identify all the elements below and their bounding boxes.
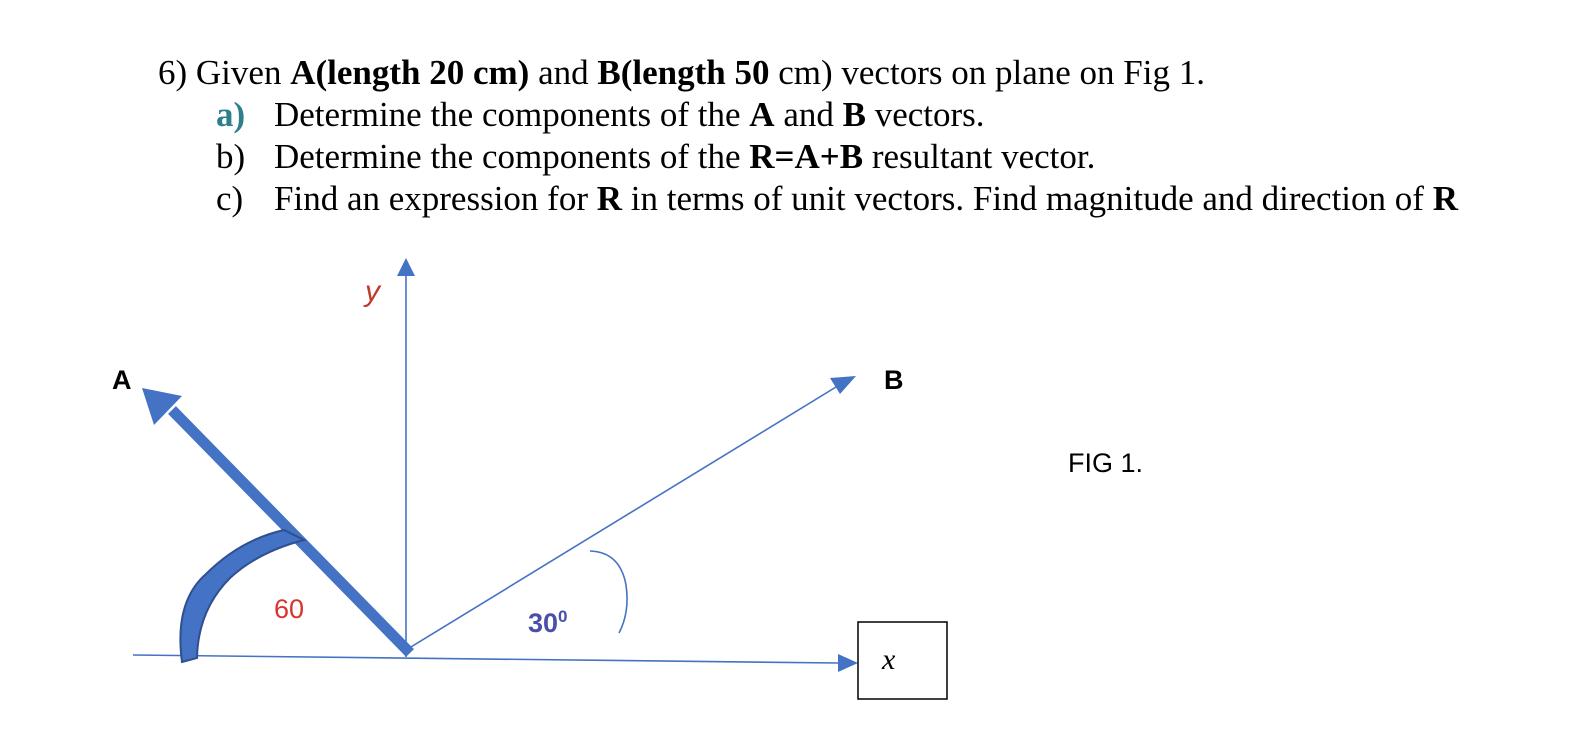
item-b-text1: Determine the components of the bbox=[274, 137, 750, 176]
figure-caption: FIG 1. bbox=[1068, 448, 1144, 478]
item-c-bold1: R bbox=[596, 179, 623, 218]
vector-a-label: A bbox=[112, 365, 132, 395]
y-axis-arrowhead bbox=[397, 258, 415, 276]
angle-b-arc bbox=[590, 551, 627, 633]
item-a-label: a) bbox=[216, 95, 246, 134]
item-c-label: c) bbox=[216, 179, 244, 218]
intro-prefix: 6) Given bbox=[158, 53, 291, 92]
intro-mid2: cm) vectors on plane on Fig 1. bbox=[769, 53, 1205, 92]
angle-b-label bbox=[528, 607, 568, 638]
item-a-bold1: A bbox=[749, 95, 775, 134]
item-a-bold2: B bbox=[842, 95, 866, 134]
intro-mid1: and bbox=[529, 53, 598, 92]
angle-a-label: 60 bbox=[274, 594, 305, 624]
item-a-text1: Determine the components of the bbox=[274, 95, 750, 134]
item-a-text3: vectors. bbox=[865, 95, 985, 134]
vector-b-arrowhead bbox=[830, 376, 856, 394]
item-c-text2: in terms of unit vectors. Find magnitude and direction of bbox=[622, 179, 1433, 218]
angle-b-value: 30 bbox=[528, 608, 559, 638]
item-a-text2: and bbox=[774, 95, 843, 134]
y-axis-label: y bbox=[365, 275, 380, 308]
x-axis-label: x bbox=[882, 643, 896, 676]
vector-b-spec: B(length 50 bbox=[597, 53, 770, 92]
x-axis bbox=[133, 655, 838, 663]
item-b-bold1: R=A+B bbox=[749, 137, 864, 176]
vector-a-spec: A(length 20 cm) bbox=[290, 53, 530, 92]
angle-b-degree: 0 bbox=[558, 607, 568, 626]
x-axis-arrowhead bbox=[838, 654, 858, 672]
vector-b-label: B bbox=[884, 365, 904, 395]
item-b-text2: resultant vector. bbox=[863, 137, 1096, 176]
vector-b-line bbox=[406, 387, 836, 650]
x-label-box bbox=[858, 622, 947, 699]
item-b-label: b) bbox=[216, 137, 246, 176]
item-c-bold2: R bbox=[1432, 179, 1458, 218]
item-c-text1: Find an expression for bbox=[274, 179, 597, 218]
